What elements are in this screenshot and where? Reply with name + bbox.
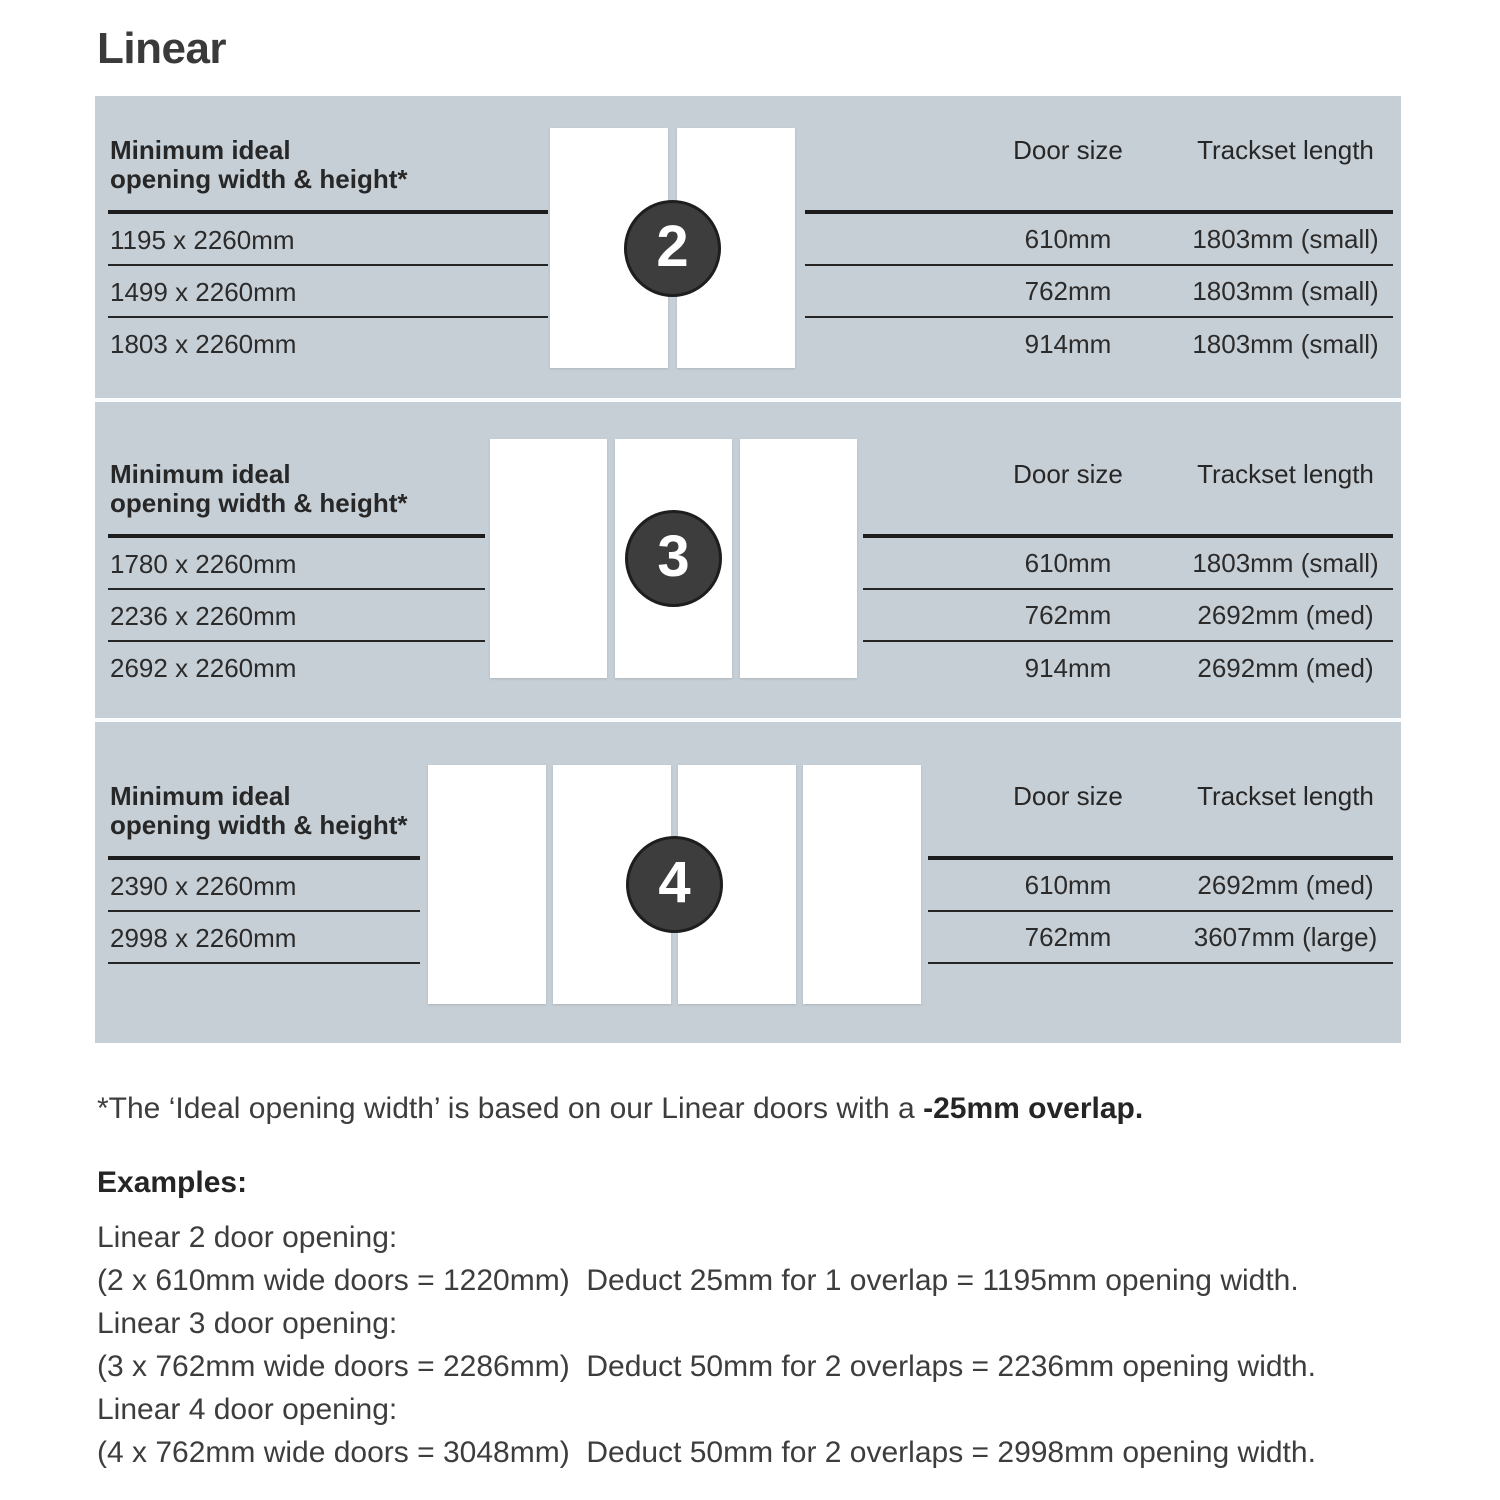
door-size-header: Door size xyxy=(1013,135,1123,165)
opening-size-header-line2: opening width & height* xyxy=(110,164,408,194)
trackset-length-value: 1803mm (small) xyxy=(1192,328,1379,359)
example-line: Linear 2 door opening: xyxy=(97,1221,398,1254)
opening-size-row xyxy=(108,642,485,694)
trackset-length-value: 1803mm (small) xyxy=(1192,223,1379,254)
door-size-header: Door size xyxy=(1013,459,1123,489)
example-line: (3 x 762mm wide doors = 2286mm) Deduct 50mm for 2 overlaps = 2236mm opening width. xyxy=(97,1350,1316,1383)
example-line: (4 x 762mm wide doors = 3048mm) Deduct 50mm for 2 overlaps = 2998mm opening width. xyxy=(97,1436,1316,1469)
door-trackset-table-3-door xyxy=(863,460,1393,694)
door-trackset-table-2-door xyxy=(805,136,1393,370)
example-line: Linear 3 door opening: xyxy=(97,1307,398,1340)
section-3-door xyxy=(95,402,1401,718)
trackset-length-header: Trackset length xyxy=(1197,135,1374,165)
table-row xyxy=(805,318,1393,370)
opening-size-value: 2390 x 2260mm xyxy=(110,871,297,901)
opening-size-header-line2: opening width & height* xyxy=(110,488,408,518)
door-size-value: 914mm xyxy=(1024,328,1112,359)
footnote-text: *The ‘Ideal opening width’ is based on our Linear doors with a xyxy=(97,1092,924,1125)
table-row xyxy=(805,266,1393,318)
opening-size-value: 1780 x 2260mm xyxy=(110,549,297,579)
example-line: Linear 4 door opening: xyxy=(97,1393,398,1426)
trackset-table-header xyxy=(805,136,1393,194)
opening-size-row xyxy=(108,912,420,964)
opening-size-row xyxy=(108,538,485,590)
size-guide-panel xyxy=(95,96,1401,1043)
door-size-header: Door size xyxy=(1013,781,1123,811)
opening-size-table-2-door xyxy=(108,136,548,370)
door-size-value: 610mm xyxy=(1024,223,1112,254)
examples-heading: Examples: xyxy=(97,1166,248,1199)
opening-size-value: 1195 x 2260mm xyxy=(110,225,295,255)
door-diagram-2 xyxy=(550,128,795,368)
trackset-length-value: 2692mm (med) xyxy=(1197,652,1374,683)
door-panel xyxy=(428,765,546,1004)
trackset-length-header: Trackset length xyxy=(1197,459,1374,489)
opening-size-table-4-door xyxy=(108,782,420,964)
section-2-door xyxy=(95,96,1401,398)
trackset-length-value: 2692mm (med) xyxy=(1197,599,1374,630)
example-line: (2 x 610mm wide doors = 1220mm) Deduct 25mm for 1 overlap = 1195mm opening width. xyxy=(97,1264,1299,1297)
trackset-length-value: 1803mm (small) xyxy=(1192,547,1379,578)
opening-size-row xyxy=(108,214,548,266)
trackset-table-header xyxy=(863,460,1393,518)
trackset-length-header: Trackset length xyxy=(1197,781,1374,811)
door-trackset-table-4-door xyxy=(928,782,1393,964)
opening-size-row xyxy=(108,318,548,370)
door-size-value: 762mm xyxy=(1024,599,1112,630)
table-row xyxy=(805,214,1393,266)
door-size-value: 914mm xyxy=(1024,652,1112,683)
opening-size-header-line1: Minimum ideal xyxy=(110,781,291,811)
table-row xyxy=(863,642,1393,694)
page-title: Linear xyxy=(97,24,227,73)
trackset-length-value: 1803mm (small) xyxy=(1192,275,1379,306)
door-count-badge: 4 xyxy=(626,836,723,933)
door-size-value: 762mm xyxy=(1024,275,1112,306)
door-count-badge: 3 xyxy=(625,510,722,607)
opening-size-header xyxy=(108,782,420,840)
opening-size-header-line2: opening width & height* xyxy=(110,810,408,840)
footnote xyxy=(97,1092,1143,1126)
door-panel xyxy=(490,439,607,678)
opening-size-value: 2692 x 2260mm xyxy=(110,653,297,683)
door-size-value: 762mm xyxy=(1024,921,1112,952)
opening-size-header-line1: Minimum ideal xyxy=(110,135,291,165)
examples-block xyxy=(97,1166,1316,1474)
opening-size-row xyxy=(108,266,548,318)
door-size-value: 610mm xyxy=(1024,869,1112,900)
table-row xyxy=(863,538,1393,590)
opening-size-value: 2236 x 2260mm xyxy=(110,601,297,631)
opening-size-header xyxy=(108,460,485,518)
table-row xyxy=(928,912,1393,964)
opening-size-header-line1: Minimum ideal xyxy=(110,459,291,489)
opening-size-row xyxy=(108,860,420,912)
opening-size-value: 1803 x 2260mm xyxy=(110,329,297,359)
door-panel xyxy=(740,439,857,678)
door-count-badge: 2 xyxy=(624,200,721,297)
footnote-bold: -25mm overlap. xyxy=(923,1092,1144,1125)
trackset-length-value: 3607mm (large) xyxy=(1193,921,1378,952)
opening-size-value: 1499 x 2260mm xyxy=(110,277,297,307)
trackset-table-header xyxy=(928,782,1393,840)
table-row xyxy=(863,590,1393,642)
table-row xyxy=(928,860,1393,912)
opening-size-row xyxy=(108,590,485,642)
trackset-length-value: 2692mm (med) xyxy=(1197,869,1374,900)
opening-size-value: 2998 x 2260mm xyxy=(110,923,297,953)
door-size-value: 610mm xyxy=(1024,547,1112,578)
opening-size-header xyxy=(108,136,548,194)
section-4-door xyxy=(95,722,1401,1043)
door-diagram-4 xyxy=(428,765,921,1004)
opening-size-table-3-door xyxy=(108,460,485,694)
door-panel xyxy=(803,765,921,1004)
door-diagram-3 xyxy=(490,439,857,678)
